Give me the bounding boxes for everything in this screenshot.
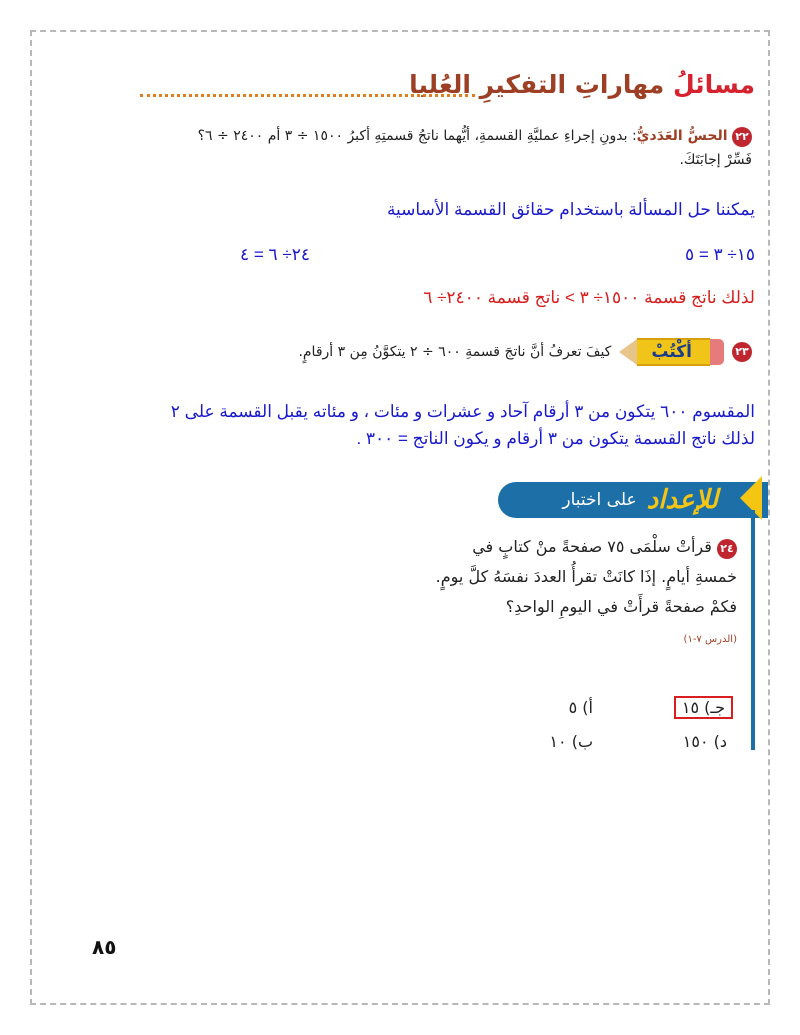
answer1-conclusion: [423, 288, 755, 308]
pencil-label: أكْتُبْ: [637, 338, 710, 366]
lesson-ref: (الدرس ٧-١): [683, 634, 737, 645]
title-dotted-rule: [140, 94, 475, 97]
question-number-badge: ٢٤: [717, 539, 737, 559]
answer2-line2: لذلك ناتج القسمة يتكون من ٣ أرقام و يكون الناتج = ٣٠٠ .: [356, 429, 755, 448]
question-number-badge: ٢٣: [732, 342, 752, 362]
option-c-selected[interactable]: جـ) ١٥: [674, 696, 733, 719]
question-text: : بدونِ إجراءِ عمليَّةِ القسمةِ، أيُّهما ناتجُ قسمتِهِ أكبرُ ١٥٠٠ ÷ ٣ أم ٢٤٠٠ ÷ ٦؟: [197, 128, 637, 144]
answer2-line1: المقسوم ٦٠٠ يتكون من ٣ أرقام آحاد و عشرات و مئات ، و مئاته يقبل القسمة على ٢: [170, 402, 755, 421]
side-rule: [751, 510, 755, 750]
test-prep-brand: للإعداد: [646, 485, 718, 515]
test-prep-sub: على اختبار: [562, 490, 637, 510]
page-number: ٨٥: [92, 935, 117, 959]
section-title-rest: مهاراتِ التفكيرِ العُليا: [409, 70, 665, 99]
pencil-write-icon: [619, 338, 724, 366]
question-24: [427, 532, 737, 655]
question-number-badge: ٢٢: [732, 127, 752, 147]
test-prep-box: [400, 480, 755, 750]
answer1-equation-1: ١٥÷ ٣ = ٥: [685, 245, 755, 264]
test-prep-header: [498, 482, 768, 518]
answer1-conclusion-text: لذلك ناتج قسمة ١٥٠٠÷ ٣ > ناتج قسمة ٢٤٠٠÷ ٦: [423, 288, 755, 307]
question-text-2: فَسِّرْ إجابَتَكَ.: [679, 152, 752, 168]
option-b[interactable]: ب) ١٠: [549, 732, 593, 751]
answer2: [35, 398, 755, 452]
option-d[interactable]: د) ١٥٠: [682, 732, 727, 751]
answer1-line1: يمكننا حل المسألة باستخدام حقائق القسمة الأساسية: [386, 200, 755, 219]
answer1-equation-2: ٢٤÷ ٦ = ٤: [240, 245, 310, 264]
question-term: الحسُّ العَدَديُّ: [636, 128, 728, 144]
option-a[interactable]: أ) ٥: [568, 698, 593, 717]
question-23: [298, 338, 752, 366]
question-text: كيفَ تعرفُ أنَّ ناتجَ قسمةِ ٦٠٠ ÷ ٢ يتكوَّنُ مِن ٣ أرقامٍ.: [298, 344, 612, 360]
question-22: [92, 124, 752, 172]
section-title-lead: مسائلُ: [672, 70, 755, 99]
question-text: قرأتْ سلْمَى ٧٥ صفحةً منْ كتابٍ في خمسةِ أيامٍ. إذَا كانَتْ تقرأُ العددَ نفسَهُ كلَّ يومٍ. فكمْ صفحةً قرأَتْ في اليومِ الواحدِ؟: [435, 537, 737, 616]
